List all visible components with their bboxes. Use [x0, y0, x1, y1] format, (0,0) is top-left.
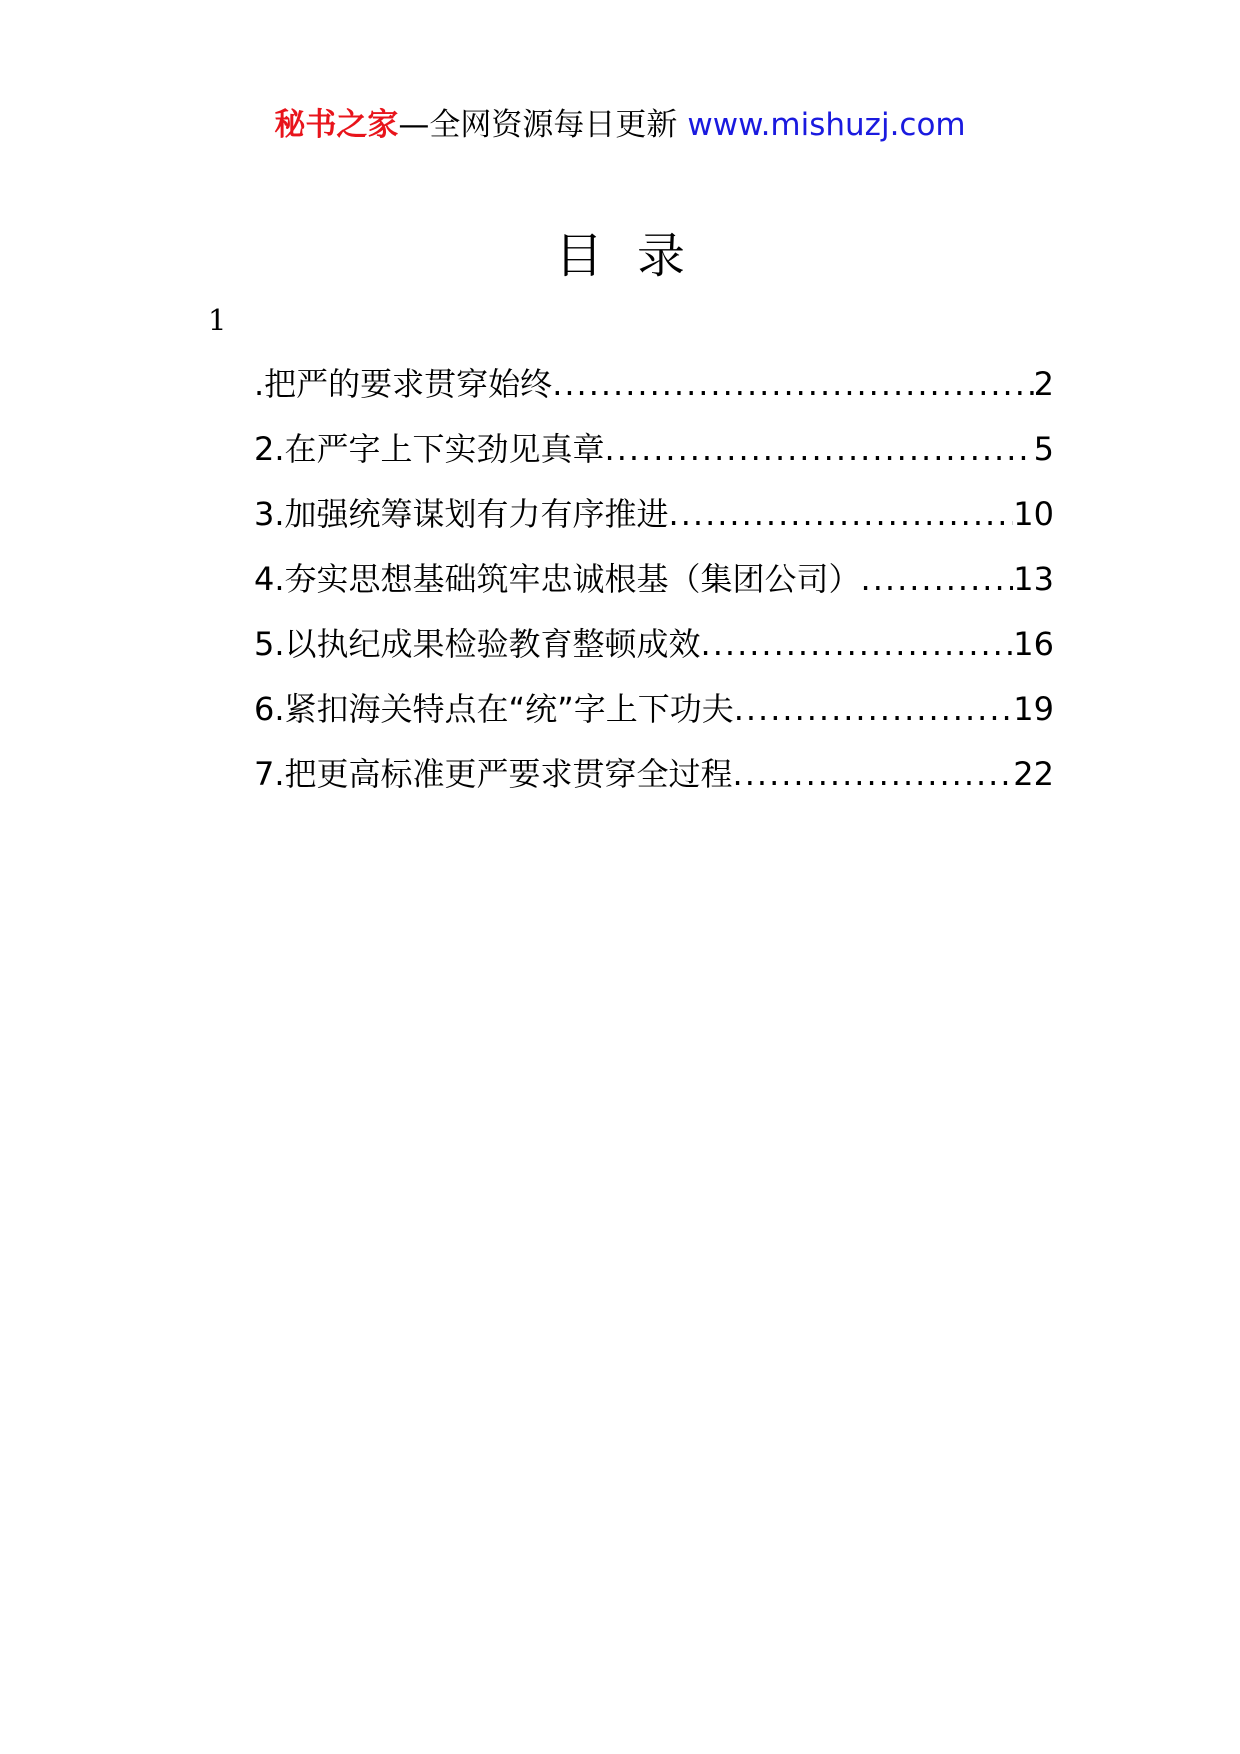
toc-entry[interactable] — [254, 361, 1054, 426]
toc-entry[interactable] — [254, 426, 1054, 491]
toc-entry-page: 16 — [1013, 625, 1054, 663]
toc-list — [254, 361, 1054, 816]
toc-entry-page: 10 — [1013, 495, 1054, 533]
toc-entry[interactable] — [254, 751, 1054, 816]
toc-entry-page: 2 — [1033, 365, 1054, 403]
toc-entry[interactable] — [254, 556, 1054, 621]
toc-entry-title: 7.把更高标准更严要求贯穿全过程 — [254, 755, 733, 793]
toc-entry-page: 5 — [1033, 430, 1054, 468]
toc-dot-leader — [861, 556, 1014, 602]
toc-entry-title: 2.在严字上下实劲见真章 — [254, 430, 605, 468]
stray-page-number: 1 — [208, 303, 227, 337]
header-tagline: —全网资源每日更新 — [398, 107, 678, 143]
toc-entry-title: 6.紧扣海关特点在“统”字上下功夫 — [254, 690, 734, 728]
toc-entry[interactable] — [254, 621, 1054, 686]
toc-entry-page: 22 — [1013, 755, 1054, 793]
toc-entry-title: 3.加强统筹谋划有力有序推进 — [254, 495, 669, 533]
brand-name: 秘书之家 — [274, 107, 399, 143]
toc-entry[interactable] — [254, 491, 1054, 556]
toc-entry-title: .把严的要求贯穿始终 — [254, 365, 553, 403]
toc-dot-leader — [734, 686, 1014, 732]
site-header — [0, 103, 1240, 147]
toc-dot-leader — [552, 361, 1033, 407]
toc-dot-leader — [605, 426, 1034, 472]
toc-dot-leader — [733, 751, 1014, 797]
toc-entry-page: 13 — [1013, 560, 1054, 598]
toc-entry-title: 4.夯实思想基础筑牢忠诚根基（集团公司） — [254, 560, 861, 598]
toc-title: 目录 — [554, 228, 719, 284]
toc-dot-leader — [669, 491, 1014, 537]
toc-entry-page: 19 — [1013, 690, 1054, 728]
toc-entry-title: 5.以执纪成果检验教育整顿成效 — [254, 625, 701, 663]
site-url-link[interactable]: www.mishuzj.com — [687, 107, 966, 143]
toc-dot-leader — [701, 621, 1014, 667]
toc-entry[interactable] — [254, 686, 1054, 751]
